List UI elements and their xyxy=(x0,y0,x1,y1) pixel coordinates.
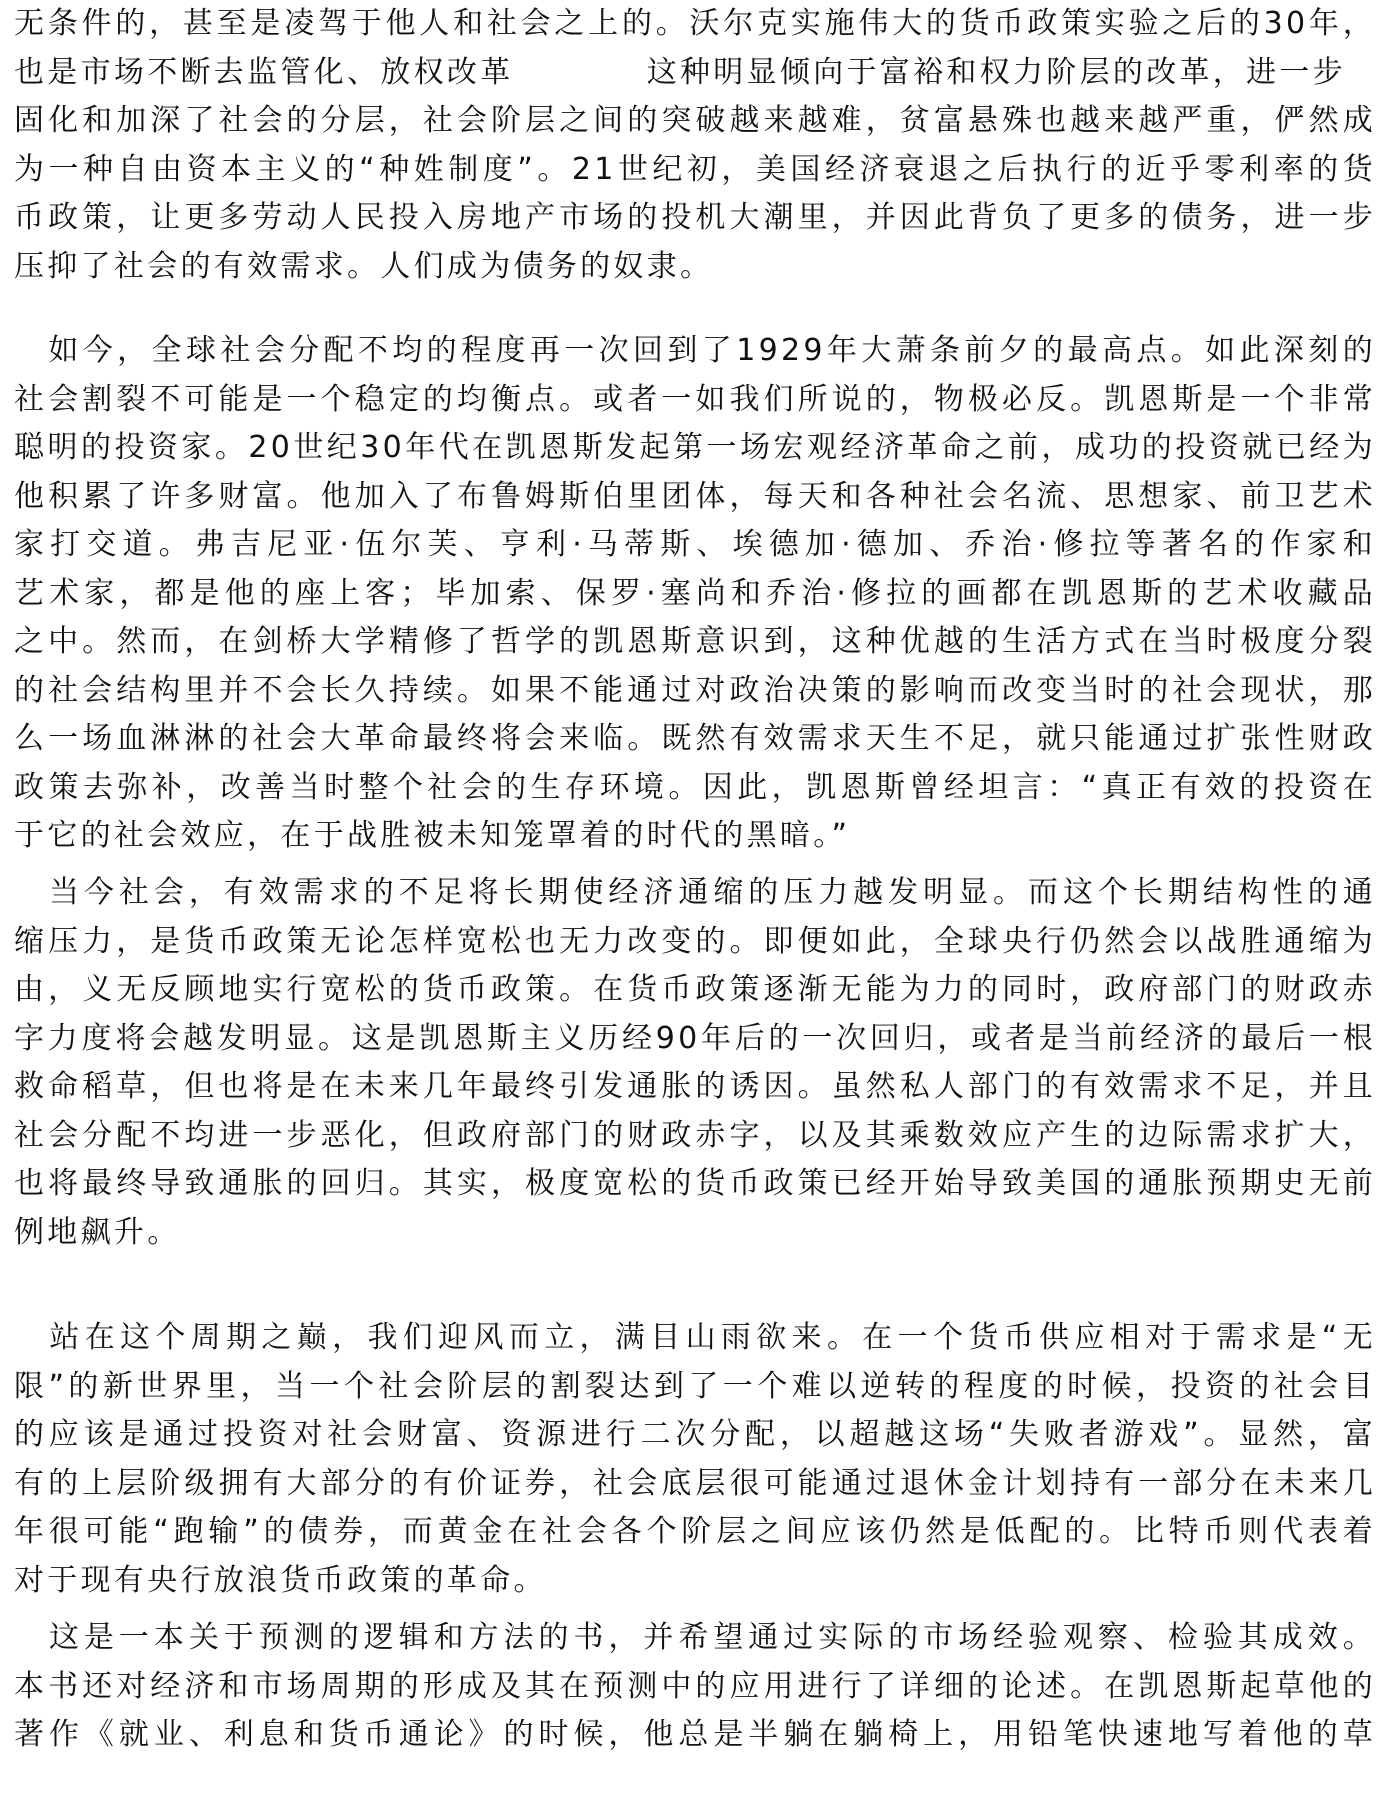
text-line: 政策去弥补，改善当时整个社会的生存环境。因此，凯恩斯曾经坦言：“真正有效的投资在 xyxy=(14,769,1376,805)
text-line: 站在这个周期之巅，我们迎风而立，满目山雨欲来。在一个货币供应相对于需求是“无 xyxy=(14,1320,1376,1355)
text-line: 救命稻草，但也将是在未来几年最终引发通胀的诱因。虽然私人部门的有效需求不足，并且 xyxy=(14,1069,1376,1104)
text-line: 限”的新世界里，当一个社会阶层的割裂达到了一个难以逆转的程度的时候，投资的社会目 xyxy=(14,1368,1376,1404)
text-line: 的应该是通过投资对社会财富、资源进行二次分配，以超越这场“失败者游戏”。显然，富 xyxy=(14,1417,1376,1452)
text-line: 之中。然而，在剑桥大学精修了哲学的凯恩斯意识到，这种优越的生活方式在当时极度分裂 xyxy=(14,624,1376,659)
text-line: 例地飙升。 xyxy=(14,1214,181,1250)
paragraph-1 xyxy=(14,0,1376,291)
text-line: 固化和加深了社会的分层，社会阶层之间的突破越来越难，贫富悬殊也越来越严重，俨然成 xyxy=(14,103,1376,138)
text-line: 本书还对经济和市场周期的形成及其在预测中的应用进行了详细的论述。在凯恩斯起草他的 xyxy=(14,1668,1376,1704)
text-line: 家打交道。弗吉尼亚·伍尔芙、亨利·马蒂斯、埃德加·德加、乔治·修拉等著名的作家和 xyxy=(14,527,1376,562)
text-line: 社会分配不均进一步恶化，但政府部门的财政赤字，以及其乘数效应产生的边际需求扩大， xyxy=(14,1117,1376,1153)
text-line: 由，义无反顾地实行宽松的货币政策。在货币政策逐渐无能为力的同时，政府部门的财政赤 xyxy=(14,972,1376,1007)
text-line: 为一种自由资本主义的“种姓制度”。21世纪初，美国经济衰退之后执行的近乎零利率的货 xyxy=(14,151,1376,187)
paragraph-3 xyxy=(14,869,1376,1257)
text-line: 也是市场不断去监管化、放权改革 这种明显倾向于富裕和权力阶层的改革，进一步 xyxy=(14,54,1346,90)
text-line: 著作《就业、利息和货币通论》的时候，他总是半躺在躺椅上，用铅笔快速地写着他的草 xyxy=(14,1717,1376,1752)
text-line: 币政策，让更多劳动人民投入房地产市场的投机大潮里，并因此背负了更多的债务，进一步 xyxy=(14,200,1376,235)
paragraph-4 xyxy=(14,1314,1376,1605)
text-line: 于它的社会效应，在于战胜被未知笼罩着的时代的黑暗。” xyxy=(14,818,851,853)
text-line: 的社会结构里并不会长久持续。如果不能通过对政治决策的影响而改变当时的社会现状，那 xyxy=(14,672,1376,708)
text-line: 如今，全球社会分配不均的程度再一次回到了1929年大萧条前夕的最高点。如此深刻的 xyxy=(14,333,1376,368)
text-line: 无条件的，甚至是凌驾于他人和社会之上的。沃尔克实施伟大的货币政策实验之后的30年， xyxy=(14,6,1376,41)
text-line: 当今社会，有效需求的不足将长期使经济通缩的压力越发明显。而这个长期结构性的通 xyxy=(14,875,1376,910)
text-line: 他积累了许多财富。他加入了布鲁姆斯伯里团体，每天和各种社会名流、思想家、前卫艺术 xyxy=(14,478,1376,514)
text-line: 聪明的投资家。20世纪30年代在凯恩斯发起第一场宏观经济革命之前，成功的投资就已经为 xyxy=(14,430,1376,465)
text-line: 缩压力，是货币政策无论怎样宽松也无力改变的。即便如此，全球央行仍然会以战胜通缩为 xyxy=(14,923,1376,959)
text-line: 也将最终导致通胀的回归。其实，极度宽松的货币政策已经开始导致美国的通胀预期史无前 xyxy=(14,1166,1376,1201)
text-line: 这是一本关于预测的逻辑和方法的书，并希望通过实际的市场经验观察、检验其成效。 xyxy=(14,1620,1376,1655)
text-line: 么一场血淋淋的社会大革命最终将会来临。既然有效需求天生不足，就只能通过扩张性财政 xyxy=(14,721,1376,756)
text-line: 压抑了社会的有效需求。人们成为债务的奴隶。 xyxy=(14,248,714,284)
text-line: 对于现有央行放浪货币政策的革命。 xyxy=(14,1562,547,1598)
paragraph-2 xyxy=(14,327,1376,861)
text-line: 有的上层阶级拥有大部分的有价证券，社会底层很可能通过退休金计划持有一部分在未来几 xyxy=(14,1465,1376,1501)
text-line: 社会割裂不可能是一个稳定的均衡点。或者一如我们所说的，物极必反。凯恩斯是一个非常 xyxy=(14,381,1376,417)
text-line: 艺术家，都是他的座上客；毕加索、保罗·塞尚和乔治·修拉的画都在凯恩斯的艺术收藏品 xyxy=(14,575,1376,611)
text-line: 字力度将会越发明显。这是凯恩斯主义历经90年后的一次回归，或者是当前经济的最后一根 xyxy=(14,1020,1376,1056)
paragraph-5 xyxy=(14,1614,1376,1760)
text-line: 年很可能“跑输”的债券，而黄金在社会各个阶层之间应该仍然是低配的。比特币则代表着 xyxy=(14,1514,1376,1549)
